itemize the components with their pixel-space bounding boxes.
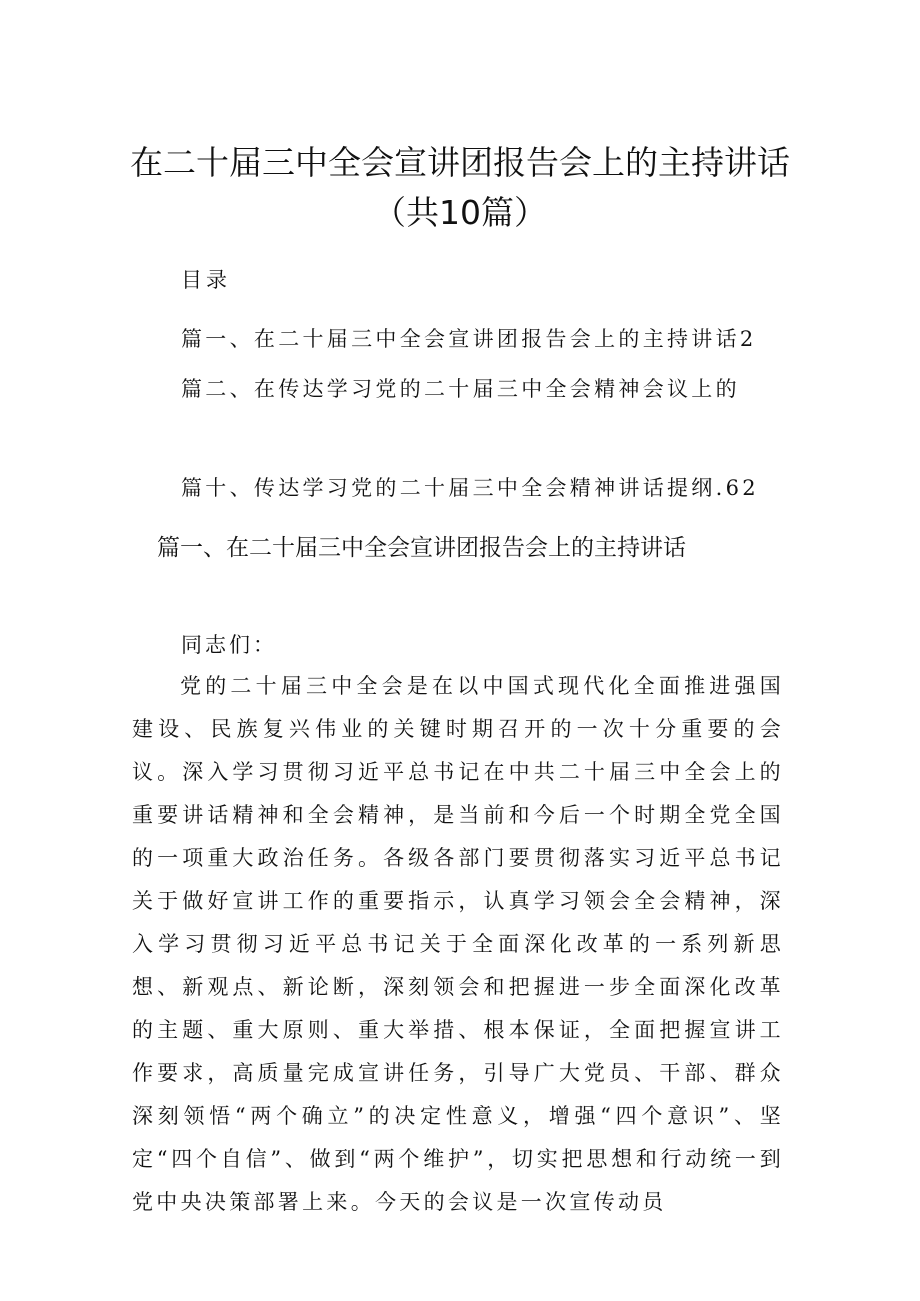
salutation: 同志们：: [181, 633, 277, 657]
section-heading: 篇一、在二十届三中全会宣讲团报告会上的主持讲话: [157, 535, 686, 561]
toc-label: 目录: [181, 268, 231, 292]
document-title: 在二十届三中全会宣讲团报告会上的主持讲话（共10篇）: [130, 143, 790, 232]
body-paragraph: 党的二十届三中全会是在以中国式现代化全面推进强国建设、民族复兴伟业的关键时期召开的一次十分重要的会议。深入学习贯彻习近平总书记在中共二十届三中全会上的重要讲话精神和全会精神，是当前和今后一个时期全党全国的一项重大政治任务。各级各部门要贯彻落实习近平总书记关于做好宣讲工作的重要指示，认真学习领会全会精神，深入学习贯彻习近平总书记关于全面深化改革的一系列新思想、新观点、新论断，深刻领会和把握进一步全面深化改革的主题、重大原则、重大举措、根本保证，全面把握宣讲工作要求，高质量完成宣讲任务，引导广大党员、干部、群众深刻领悟“两个确立”的决定性意义，增强“四个意识”、坚定“四个自信”、做到“两个维护”，切实把思想和行动统一到党中央决策部署上来。今天的会议是一次宣传动员: [132, 674, 784, 1214]
toc-item-2: 篇二、在传达学习党的二十届三中全会精神会议上的: [181, 377, 740, 401]
toc-item-10: 篇十、传达学习党的二十届三中全会精神讲话提纲.62: [181, 476, 759, 500]
toc-item-1: 篇一、在二十届三中全会宣讲团报告会上的主持讲话2: [181, 327, 757, 351]
